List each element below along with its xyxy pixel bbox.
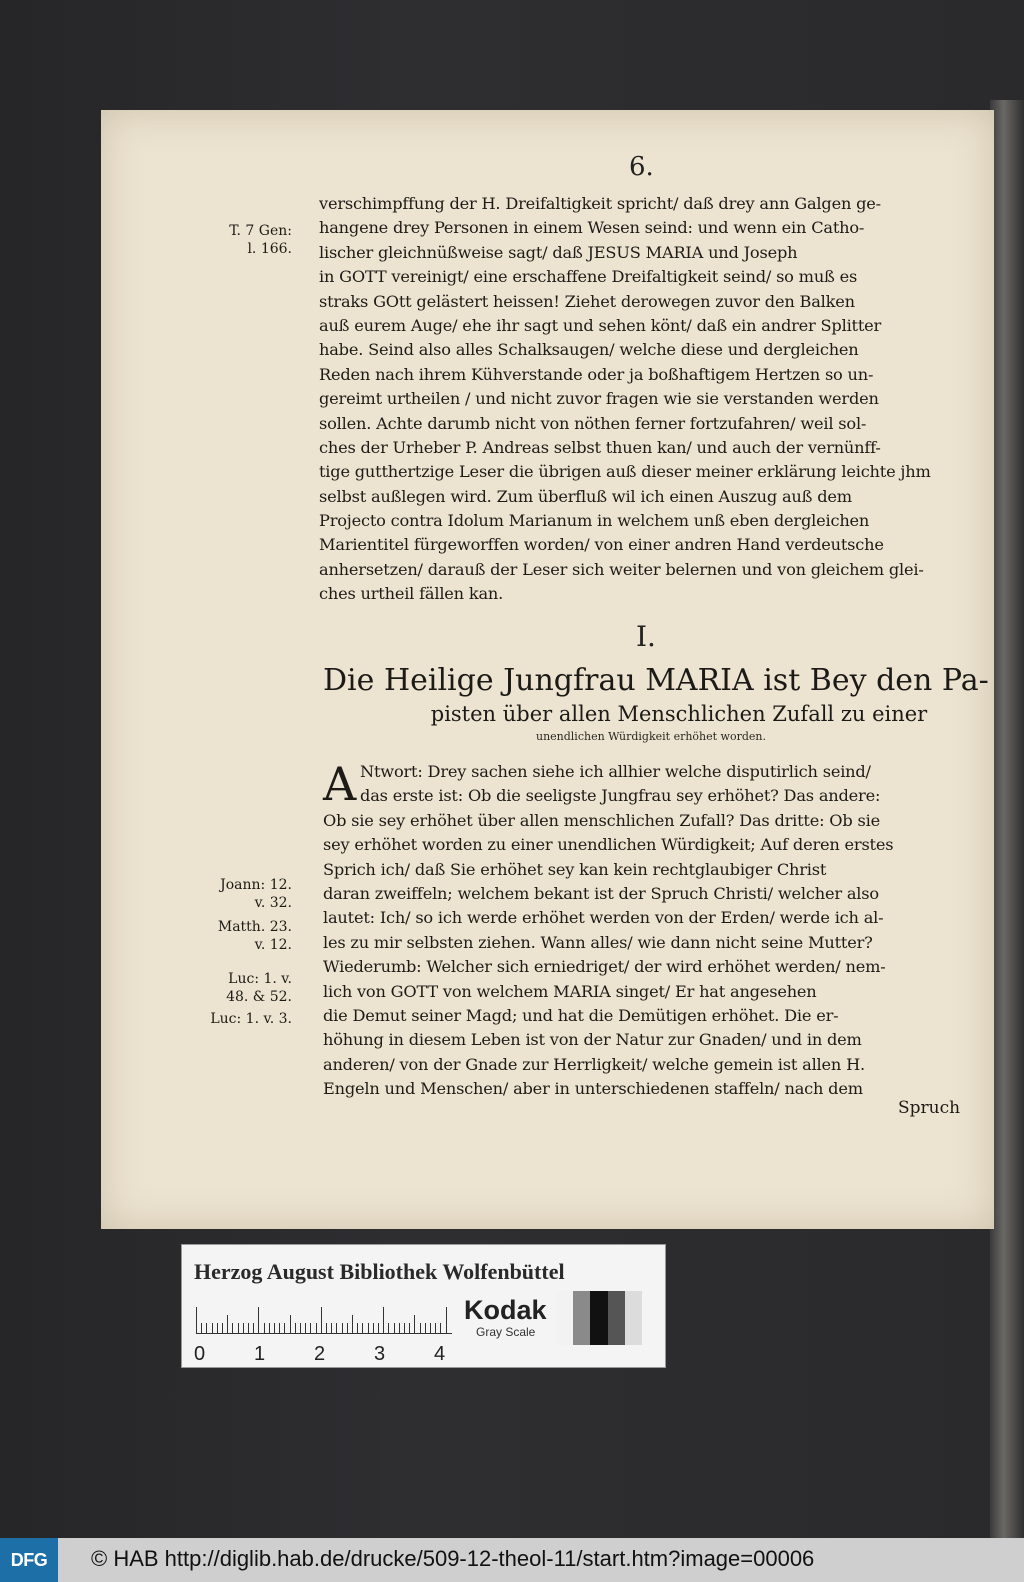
ruler-tick bbox=[414, 1315, 415, 1333]
drop-cap: A bbox=[323, 757, 357, 811]
margin-note-line: T. 7 Gen: bbox=[229, 223, 292, 239]
text-line: Ntwort: Drey sachen siehe ich allhier welche disputirlich seind/ bbox=[360, 762, 871, 781]
text-line: ches urtheil fällen kan. bbox=[319, 584, 504, 604]
ruler-tick bbox=[383, 1307, 384, 1333]
text-line: das erste ist: Ob die seeligste Jungfrau sey erhöhet? Das andere: bbox=[360, 786, 881, 806]
margin-note-line: v. 32. bbox=[254, 895, 292, 911]
ruler-tick bbox=[342, 1323, 343, 1333]
ruler-tick bbox=[420, 1323, 421, 1333]
text-line: gereimt urtheilen / und nicht zuvor fragen wie sie verstanden werden bbox=[319, 389, 879, 409]
ruler-tick bbox=[284, 1323, 285, 1333]
ruler-tick bbox=[362, 1323, 363, 1333]
margin-note bbox=[197, 222, 292, 258]
ruler-tick bbox=[310, 1323, 311, 1333]
ruler-tick bbox=[201, 1323, 202, 1333]
dfg-logo: DFG bbox=[0, 1538, 58, 1582]
text-line: Projecto contra Idolum Marianum in welchem unß eben dergleichen bbox=[319, 511, 870, 531]
ruler-tick bbox=[446, 1307, 447, 1333]
ruler-tick bbox=[212, 1323, 213, 1333]
ruler-tick bbox=[331, 1323, 332, 1333]
ruler-tick bbox=[425, 1323, 426, 1333]
chapter-subheading: pisten über allen Menschlichen Zufall zu einer bbox=[430, 702, 928, 726]
ruler-label: 0 bbox=[194, 1343, 206, 1365]
ruler-tick bbox=[336, 1323, 337, 1333]
ruler-tick bbox=[258, 1307, 259, 1333]
ruler-tick bbox=[347, 1323, 348, 1333]
ruler-tick bbox=[290, 1315, 291, 1333]
margin-note-line: v. 12. bbox=[254, 937, 292, 953]
margin-note-line: l. 166. bbox=[247, 241, 292, 257]
book-page bbox=[101, 110, 994, 1229]
gray-swatch bbox=[608, 1291, 625, 1345]
color-calibration-card bbox=[181, 1244, 666, 1368]
text-line: lautet: Ich/ so ich werde erhöhet werden von der Erden/ werde ich al- bbox=[323, 908, 884, 928]
ruler-tick bbox=[305, 1323, 306, 1333]
ruler-tick bbox=[300, 1323, 301, 1333]
text-line: hangene drey Personen in einem Wesen seind: und wenn ein Catho- bbox=[319, 218, 865, 238]
margin-note bbox=[197, 876, 292, 912]
text-line: sollen. Achte darumb nicht von nöthen ferner fortzufahren/ weil sol- bbox=[319, 413, 867, 433]
copyright-url: © HAB http://diglib.hab.de/drucke/509-12-theol-11/start.htm?image=00006 bbox=[91, 1546, 815, 1571]
gray-swatch bbox=[573, 1291, 590, 1345]
text-line: verschimpffung der H. Dreifaltigkeit spricht/ daß drey ann Galgen ge- bbox=[319, 194, 881, 213]
paragraph-2 bbox=[323, 757, 973, 1101]
text-line: les zu mir selbsten ziehen. Wann alles/ wie dann nicht seine Mutter? bbox=[323, 932, 873, 952]
margin-note bbox=[197, 918, 292, 954]
text-line: Marientitel fürgeworffen worden/ von einer andren Hand verdeutsche bbox=[319, 535, 884, 555]
ruler bbox=[196, 1303, 452, 1334]
margin-note bbox=[197, 1010, 292, 1028]
text-line: höhung in diesem Leben ist von der Natur zur Gnaden/ und in dem bbox=[323, 1030, 862, 1050]
kodak-logo: Kodak bbox=[464, 1295, 547, 1325]
gray-swatch bbox=[590, 1291, 607, 1345]
ruler-tick bbox=[222, 1323, 223, 1333]
ruler-tick bbox=[279, 1323, 280, 1333]
ruler-label: 4 bbox=[434, 1343, 446, 1365]
gray-swatch bbox=[556, 1291, 573, 1345]
ruler-tick bbox=[316, 1323, 317, 1333]
page-number: 6. bbox=[629, 152, 654, 182]
ruler-tick bbox=[430, 1323, 431, 1333]
gray-swatch bbox=[625, 1291, 642, 1345]
ruler-tick bbox=[253, 1323, 254, 1333]
text-line: in GOTT vereinigt/ eine erschaffene Dreifaltigkeit seind/ so muß es bbox=[319, 267, 858, 287]
ruler-tick bbox=[295, 1323, 296, 1333]
ruler-labels bbox=[194, 1343, 464, 1365]
text-line: lischer gleichnüßweise sagt/ daß JESUS MARIA und Joseph bbox=[319, 242, 798, 262]
gray-scale-label: Gray Scale bbox=[476, 1325, 536, 1339]
ruler-tick bbox=[227, 1315, 228, 1333]
text-line: ches der Urheber P. Andreas selbst thuen kan/ und auch der vernünff- bbox=[319, 437, 881, 457]
text-line: Wiederumb: Welcher sich erniedriget/ der wird erhöhet werden/ nem- bbox=[323, 957, 886, 977]
ruler-tick bbox=[232, 1323, 233, 1333]
text-line: tige gutthertzige Leser die übrigen auß dieser meiner erklärung leichte jhm bbox=[319, 462, 931, 482]
text-line: lich von GOTT von welchem MARIA singet/ Er hat angesehen bbox=[323, 981, 817, 1001]
text-line: straks GOtt gelästert heissen! Ziehet derowegen zuvor den Balken bbox=[319, 291, 855, 311]
ruler-tick bbox=[217, 1323, 218, 1333]
ruler-tick bbox=[435, 1323, 436, 1333]
ruler-tick bbox=[248, 1323, 249, 1333]
text-line: Sprich ich/ daß Sie erhöhet sey kan kein rechtglaubiger Christ bbox=[323, 859, 827, 879]
ruler-tick bbox=[269, 1323, 270, 1333]
chapter-subheading-small: unendlichen Würdigkeit erhöhet worden. bbox=[535, 730, 766, 743]
margin-note bbox=[197, 970, 292, 1006]
margin-note-line: Matth. 23. bbox=[217, 919, 292, 935]
ruler-tick bbox=[274, 1323, 275, 1333]
text-line: auß eurem Auge/ ehe ihr sagt und sehen könt/ daß ein andrer Splitter bbox=[319, 315, 882, 335]
card-title: Herzog August Bibliothek Wolfenbüttel bbox=[194, 1259, 565, 1284]
ruler-tick bbox=[399, 1323, 400, 1333]
margin-note-line: 48. & 52. bbox=[226, 989, 292, 1005]
text-line: anhersetzen/ darauß der Leser sich weiter belernen und von gleichem glei- bbox=[319, 559, 924, 579]
text-line: sey erhöhet worden zu einer unendlichen Würdigkeit; Auf deren erstes bbox=[323, 835, 894, 855]
ruler-tick bbox=[206, 1323, 207, 1333]
text-line: Ob sie sey erhöhet über allen menschlichen Zufall? Das dritte: Ob sie bbox=[323, 810, 880, 830]
margin-note-line: Luc: 1. v. bbox=[228, 971, 292, 987]
ruler-label: 1 bbox=[254, 1343, 266, 1365]
ruler-tick bbox=[378, 1323, 379, 1333]
ruler-tick bbox=[404, 1323, 405, 1333]
ruler-tick bbox=[196, 1307, 197, 1333]
text-line: Reden nach ihrem Kühverstande oder ja boßhaftigem Hertzen so un- bbox=[319, 364, 874, 384]
gray-swatches bbox=[556, 1291, 642, 1345]
paragraph-1 bbox=[319, 192, 969, 607]
book-edge bbox=[990, 100, 1024, 1538]
text-line: daran zweiffeln; welchem bekant ist der Spruch Christi/ welcher also bbox=[323, 883, 879, 903]
ruler-tick bbox=[243, 1323, 244, 1333]
ruler-tick bbox=[326, 1323, 327, 1333]
ruler-tick bbox=[264, 1323, 265, 1333]
ruler-label: 3 bbox=[374, 1343, 386, 1365]
footer-bar bbox=[0, 1538, 1024, 1582]
ruler-label: 2 bbox=[314, 1343, 326, 1365]
ruler-tick bbox=[440, 1323, 441, 1333]
margin-note-line: Joann: 12. bbox=[220, 877, 292, 893]
ruler-tick bbox=[409, 1323, 410, 1333]
text-line: Engeln und Menschen/ aber in unterschiedenen staffeln/ nach dem bbox=[323, 1079, 863, 1099]
ruler-tick bbox=[352, 1315, 353, 1333]
text-line: selbst außlegen wird. Zum überfluß wil ich einen Auszug auß dem bbox=[319, 486, 852, 506]
text-line: habe. Seind also alles Schalksaugen/ welche diese und dergleichen bbox=[319, 340, 859, 360]
chapter-heading: Die Heilige Jungfrau MARIA ist Bey den Pa- bbox=[323, 663, 989, 698]
ruler-tick bbox=[357, 1323, 358, 1333]
text-line: anderen/ von der Gnade zur Herrligkeit/ welche gemein ist allen H. bbox=[323, 1054, 865, 1074]
ruler-tick bbox=[238, 1323, 239, 1333]
ruler-tick bbox=[368, 1323, 369, 1333]
margin-note-line: Luc: 1. v. 3. bbox=[210, 1011, 292, 1027]
section-number: I. bbox=[636, 620, 656, 653]
text-line: die Demut seiner Magd; und hat die Demütigen erhöhet. Die er- bbox=[323, 1005, 839, 1025]
ruler-tick bbox=[373, 1323, 374, 1333]
ruler-tick bbox=[321, 1307, 322, 1333]
catchword: Spruch bbox=[898, 1098, 961, 1118]
ruler-tick bbox=[388, 1323, 389, 1333]
ruler-tick bbox=[394, 1323, 395, 1333]
